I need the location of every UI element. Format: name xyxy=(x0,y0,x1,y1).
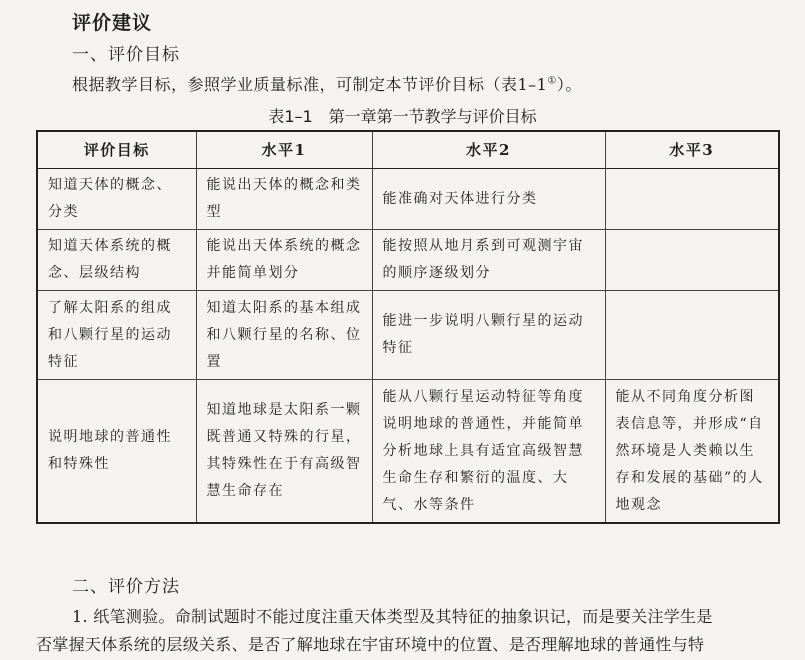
header-level3: 水平3 xyxy=(605,131,779,169)
table-cell: 知道太阳系的基本组成和八颗行星的名称、位置 xyxy=(196,291,372,380)
table-cell xyxy=(605,291,779,380)
header-goal: 评价目标 xyxy=(37,131,196,169)
body-text-line: 否掌握天体系统的层级关系、是否了解地球在宇宙环境中的位置、是否理解地球的普通性与特 xyxy=(36,635,705,654)
header-level1: 水平1 xyxy=(196,131,372,169)
header-level2: 水平2 xyxy=(372,131,605,169)
intro-paragraph xyxy=(72,72,582,95)
table-cell: 知道天体系统的概念、层级结构 xyxy=(37,230,196,291)
table-cell: 能说出天体的概念和类型 xyxy=(196,169,372,230)
table-cell: 能说出天体系统的概念并能简单划分 xyxy=(196,230,372,291)
table-cell: 能按照从地月系到可观测宇宙的顺序逐级划分 xyxy=(372,230,605,291)
table-row xyxy=(37,291,779,380)
table-cell: 能准确对天体进行分类 xyxy=(372,169,605,230)
footnote-marker: ① xyxy=(547,75,557,87)
table-cell: 说明地球的普通性和特殊性 xyxy=(37,380,196,524)
table-row xyxy=(37,230,779,291)
table-cell: 知道地球是太阳系一颗既普通又特殊的行星，其特殊性在于有高级智慧生命存在 xyxy=(196,380,372,524)
table-cell: 知道天体的概念、分类 xyxy=(37,169,196,230)
table-cell xyxy=(605,169,779,230)
table-header-row xyxy=(37,131,779,169)
table-cell xyxy=(605,230,779,291)
table-row xyxy=(37,169,779,230)
evaluation-goals-table xyxy=(36,130,780,524)
body-text-line: 1. 纸笔测验。命制试题时不能过度注重天体类型及其特征的抽象识记，而是要关注学生是 xyxy=(72,607,713,626)
table-cell: 能从不同角度分析图表信息等，并形成“自然环境是人类赖以生存和发展的基础”的人地观念 xyxy=(605,380,779,524)
table-row xyxy=(37,380,779,524)
section-heading-goals: 一、评价目标 xyxy=(72,45,180,65)
intro-end: ）。 xyxy=(556,75,582,94)
table-cell: 能从八颗行星运动特征等角度说明地球的普通性，并能简单分析地球上具有适宜高级智慧生命生存和繁衍的温度、大气、水等条件 xyxy=(372,380,605,524)
table-cell: 了解太阳系的组成和八颗行星的运动特征 xyxy=(37,291,196,380)
table-cell: 能进一步说明八颗行星的运动特征 xyxy=(372,291,605,380)
table-caption: 表1–1 第一章第一节教学与评价目标 xyxy=(268,107,537,126)
intro-text: 根据教学目标，参照学业质量标准，可制定本节评价目标（表1–1 xyxy=(72,75,548,94)
page-heading: 评价建议 xyxy=(72,12,153,34)
section-heading-methods: 二、评价方法 xyxy=(72,577,180,597)
